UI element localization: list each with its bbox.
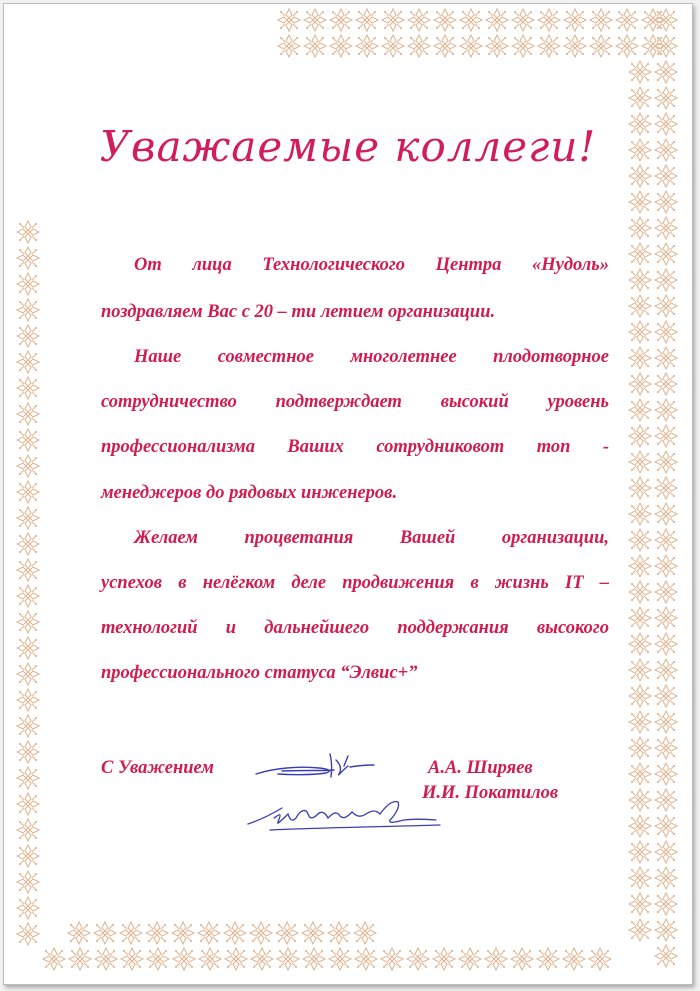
ornament-motif	[355, 948, 377, 970]
ornament-motif	[17, 455, 39, 477]
ornament-motif	[434, 35, 456, 57]
ornament-motif	[629, 87, 651, 109]
ornament-motif	[278, 35, 300, 57]
ornament-motif	[304, 9, 326, 31]
ornament-motif	[629, 659, 651, 681]
ornament-motif	[655, 607, 677, 629]
ornament-motif	[655, 191, 677, 213]
paragraph-2-line-4: менеджеров до рядовых инженеров.	[101, 483, 398, 503]
ornament-motif	[629, 217, 651, 239]
ornament-motif	[629, 919, 651, 941]
signature-1	[244, 744, 394, 789]
ornament-motif	[655, 321, 677, 343]
ornament-motif	[629, 373, 651, 395]
ornament-motif	[655, 61, 677, 83]
ornament-motif	[629, 529, 651, 551]
ornament-motif	[302, 922, 324, 944]
ornament-motif	[304, 35, 326, 57]
ornament-motif	[629, 789, 651, 811]
ornament-motif	[655, 347, 677, 369]
ornament-motif	[655, 945, 677, 967]
ornament-motif	[655, 295, 677, 317]
ornament-motif	[198, 922, 220, 944]
ornament-motif	[629, 477, 651, 499]
ornament-motif	[17, 637, 39, 659]
letter-sheet	[3, 3, 693, 985]
ornament-motif	[17, 533, 39, 555]
ornament-motif	[17, 611, 39, 633]
ornament-motif	[629, 685, 651, 707]
ornament-motif	[225, 948, 247, 970]
ornament-motif	[512, 9, 534, 31]
ornament-motif	[655, 763, 677, 785]
ornament-motif	[17, 793, 39, 815]
paragraph-2-line-2: сотрудничество подтверждает высокий уровень	[101, 392, 609, 412]
ornament-motif	[512, 35, 534, 57]
ornament-motif	[224, 922, 246, 944]
ornament-motif	[17, 429, 39, 451]
ornament-motif	[655, 9, 677, 31]
ornament-motif	[655, 399, 677, 421]
ornament-motif	[17, 585, 39, 607]
ornament-motif	[486, 35, 508, 57]
ornament-motif	[590, 9, 612, 31]
ornament-motif	[564, 9, 586, 31]
ornament-motif	[330, 9, 352, 31]
ornament-motif	[629, 555, 651, 577]
ornament-motif	[354, 922, 376, 944]
ornament-motif	[173, 948, 195, 970]
ornament-motif	[629, 269, 651, 291]
ornament-motif	[655, 581, 677, 603]
ornament-motif	[146, 922, 168, 944]
ornament-motif	[642, 9, 664, 31]
ornament-motif	[616, 9, 638, 31]
ornament-motif	[655, 815, 677, 837]
ornament-motif	[278, 9, 300, 31]
ornament-motif	[277, 948, 299, 970]
ornament-motif	[655, 685, 677, 707]
ornament-motif	[17, 559, 39, 581]
ornament-motif	[17, 403, 39, 425]
ornament-motif	[408, 9, 430, 31]
ornament-motif	[43, 948, 65, 970]
ornament-motif	[629, 243, 651, 265]
ornament-motif	[655, 867, 677, 889]
ornament-motif	[629, 711, 651, 733]
paragraph-3-line-1: Желаем процветания Вашей организации,	[134, 528, 609, 548]
ornament-motif	[629, 815, 651, 837]
ornament-motif	[172, 922, 194, 944]
ornament-motif	[17, 377, 39, 399]
ornament-motif	[655, 893, 677, 915]
ornament-motif	[655, 737, 677, 759]
ornament-motif	[629, 503, 651, 525]
ornament-motif	[407, 948, 429, 970]
ornament-motif	[590, 35, 612, 57]
ornament-motif	[382, 9, 404, 31]
ornament-motif	[17, 923, 39, 945]
ornament-motif	[629, 607, 651, 629]
ornament-motif	[17, 299, 39, 321]
ornament-motif	[655, 711, 677, 733]
ornament-motif	[276, 922, 298, 944]
ornament-motif	[17, 819, 39, 841]
ornament-motif	[17, 741, 39, 763]
ornament-motif	[655, 503, 677, 525]
ornament-motif	[17, 767, 39, 789]
ornament-motif	[629, 451, 651, 473]
ornament-motif	[17, 663, 39, 685]
ornament-motif	[381, 948, 403, 970]
ornament-motif	[328, 922, 350, 944]
ornament-motif	[655, 633, 677, 655]
ornament-motif	[17, 351, 39, 373]
ornament-motif	[655, 451, 677, 473]
ornament-motif	[199, 948, 221, 970]
ornament-motif	[629, 295, 651, 317]
ornament-motif	[460, 9, 482, 31]
ornament-motif	[511, 948, 533, 970]
ornament-motif	[655, 243, 677, 265]
ornament-motif	[629, 321, 651, 343]
ornament-motif	[629, 867, 651, 889]
ornament-motif	[629, 737, 651, 759]
ornament-motif	[563, 948, 585, 970]
ornament-motif	[629, 61, 651, 83]
ornament-motif	[329, 948, 351, 970]
ornament-motif	[655, 841, 677, 863]
ornament-motif	[330, 35, 352, 57]
paragraph-1-line-2: поздравляем Вас с 20 – ти летием организации.	[101, 302, 496, 322]
ornament-motif	[655, 35, 677, 57]
ornament-motif	[408, 35, 430, 57]
ornament-motif	[655, 425, 677, 447]
signature-2	[240, 792, 450, 837]
ornament-motif	[17, 507, 39, 529]
signatory-name-2: И.И. Покатилов	[422, 783, 559, 803]
ornament-motif	[382, 35, 404, 57]
ornament-motif	[655, 919, 677, 941]
ornament-motif	[655, 373, 677, 395]
ornament-motif	[17, 247, 39, 269]
closing-phrase: С Уважением	[101, 758, 214, 778]
paragraph-1-line-1: От лица Технологического Центра «Нудоль»	[134, 255, 609, 275]
ornament-motif	[655, 659, 677, 681]
ornament-motif	[250, 922, 272, 944]
ornament-motif	[94, 922, 116, 944]
ornament-motif	[17, 897, 39, 919]
ornament-motif	[655, 477, 677, 499]
ornament-motif	[629, 425, 651, 447]
paragraph-2-line-1: Наше совместное многолетнее плодотворное	[134, 347, 609, 367]
ornament-motif	[538, 9, 560, 31]
ornament-motif	[629, 347, 651, 369]
ornament-motif	[629, 893, 651, 915]
ornament-motif	[642, 35, 664, 57]
ornament-motif	[147, 948, 169, 970]
ornament-motif	[655, 217, 677, 239]
letter-title: Уважаемые коллеги!	[99, 122, 597, 171]
ornament-motif	[564, 35, 586, 57]
paragraph-2-line-3: профессионализма Ваших сотрудниковот топ -	[101, 437, 609, 457]
ornament-motif	[616, 35, 638, 57]
ornament-motif	[629, 841, 651, 863]
ornament-motif	[68, 922, 90, 944]
ornament-motif	[459, 948, 481, 970]
ornament-motif	[17, 689, 39, 711]
ornament-motif	[251, 948, 273, 970]
ornament-motif	[629, 633, 651, 655]
ornament-motif	[433, 948, 455, 970]
ornament-motif	[303, 948, 325, 970]
ornament-motif	[17, 273, 39, 295]
ornament-motif	[17, 221, 39, 243]
ornament-motif	[356, 9, 378, 31]
ornament-motif	[486, 9, 508, 31]
ornament-motif	[95, 948, 117, 970]
ornament-motif	[17, 845, 39, 867]
ornament-motif	[356, 35, 378, 57]
ornament-motif	[460, 35, 482, 57]
ornament-motif	[434, 9, 456, 31]
ornament-motif	[69, 948, 91, 970]
paragraph-3-line-4: профессионального статуса “Элвис+”	[101, 663, 418, 683]
ornament-motif	[655, 555, 677, 577]
ornament-motif	[121, 948, 143, 970]
paragraph-3-line-3: технологий и дальнейшего поддержания высокого	[101, 618, 609, 638]
ornament-motif	[629, 581, 651, 603]
ornament-motif	[17, 715, 39, 737]
ornament-motif	[17, 481, 39, 503]
ornament-motif	[655, 87, 677, 109]
ornament-motif	[537, 948, 559, 970]
ornament-motif	[538, 35, 560, 57]
ornament-motif	[485, 948, 507, 970]
paragraph-3-line-2: успехов в нелёгком деле продвижения в жизнь IT –	[101, 573, 609, 593]
ornament-motif	[655, 529, 677, 551]
ornament-motif	[655, 269, 677, 291]
ornament-motif	[589, 948, 611, 970]
ornament-motif	[17, 871, 39, 893]
ornament-motif	[17, 325, 39, 347]
ornament-motif	[120, 922, 142, 944]
signatory-name-1: А.А. Ширяев	[428, 758, 533, 778]
ornament-motif	[629, 191, 651, 213]
ornament-motif	[629, 763, 651, 785]
ornament-motif	[629, 399, 651, 421]
ornament-motif	[655, 789, 677, 811]
